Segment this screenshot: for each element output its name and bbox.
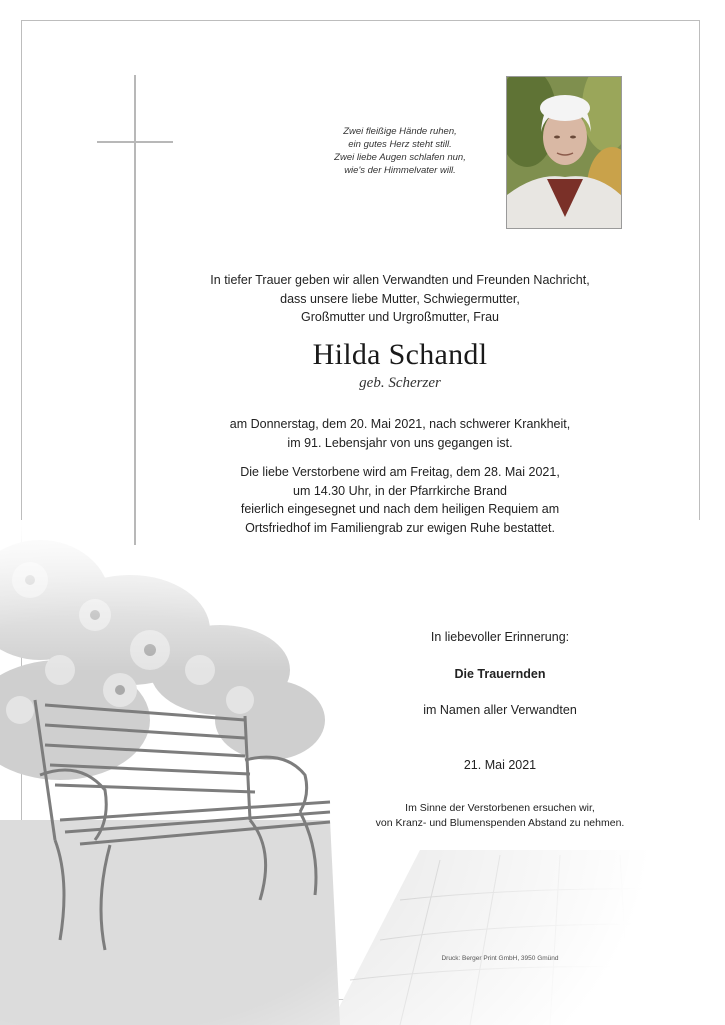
- on-behalf-line: im Namen aller Verwandten: [423, 703, 577, 717]
- deceased-name: Hilda Schandl: [312, 338, 488, 371]
- request-line: Im Sinne der Verstorbenen ersuchen wir,: [405, 802, 595, 814]
- memory-line: In liebevoller Erinnerung:: [430, 630, 570, 644]
- cross-horizontal: [97, 141, 173, 143]
- announcement-line: Großmutter und Urgroßmutter, Frau: [301, 310, 499, 324]
- funeral-line: um 14.30 Uhr, in der Pfarrkirche Brand: [293, 483, 507, 498]
- death-notice-line: am Donnerstag, dem 20. Mai 2021, nach schwerer Krankheit,: [229, 417, 571, 431]
- poem-line: Zwei liebe Augen schlafen nun,: [334, 152, 466, 163]
- portrait-image: [507, 77, 622, 229]
- funeral-line: Die liebe Verstorbene wird am Freitag, dem 28. Mai 2021,: [240, 465, 560, 479]
- maiden-name: geb. Scherzer: [359, 375, 441, 391]
- portrait-photo: [506, 76, 622, 229]
- memorial-poem: [300, 125, 500, 177]
- donation-request: [360, 801, 640, 831]
- notice-date: 21. Mai 2021: [463, 758, 537, 772]
- death-notice-text: [190, 415, 610, 452]
- funeral-line: feierlich eingesegnet und nach dem heiligen Requiem am: [240, 502, 560, 516]
- announcement-line: In tiefer Trauer geben wir allen Verwandten und Freunden Nachricht,: [210, 273, 590, 287]
- poem-line: wie's der Himmelvater will.: [344, 165, 456, 176]
- funeral-line: Ortsfriedhof im Familiengrab zur ewigen Ruhe bestattet.: [245, 520, 555, 535]
- poem-line: ein gutes Herz steht still.: [348, 139, 452, 150]
- mourners-line: Die Trauernden: [454, 667, 546, 681]
- cross-vertical: [134, 75, 136, 545]
- poem-line: Zwei fleißige Hände ruhen,: [343, 126, 457, 137]
- request-line: von Kranz- und Blumenspenden Abstand zu nehmen.: [375, 817, 625, 829]
- announcement-text: [190, 271, 610, 327]
- funeral-text: [190, 463, 610, 537]
- death-notice-line: im 91. Lebensjahr von uns gegangen ist.: [287, 435, 513, 450]
- announcement-line: dass unsere liebe Mutter, Schwiegermutter,: [280, 291, 520, 306]
- garden-bench-illustration: [0, 520, 725, 1025]
- printer-credit: Druck: Berger Print GmbH, 3950 Gmünd: [441, 955, 559, 962]
